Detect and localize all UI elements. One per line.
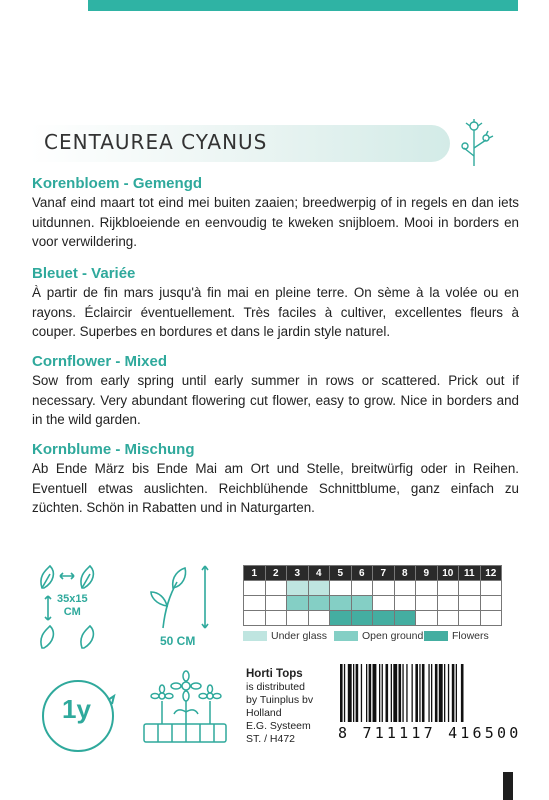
legend-swatch [334,631,358,641]
spacing-value: 35x15 [57,593,88,605]
legend-label: Under glass [271,630,328,642]
company-line: ST. / H472 [246,733,296,745]
calendar-cell [416,581,438,596]
calendar-cell [373,596,395,611]
barcode-bar [415,664,418,722]
calendar-cell [351,581,373,596]
calendar-row-open-ground [244,596,502,611]
legend-swatch [424,631,448,641]
lifecycle-label: 1y [62,694,91,724]
calendar-cell [480,581,502,596]
barcode-number: 8 711117 416500 [338,724,522,742]
barcode-bar [402,664,403,722]
calendar-cell [265,596,287,611]
top-accent-bar [88,0,518,11]
calendar-cell [244,611,266,626]
month-12: 12 [480,566,502,581]
calendar-cell [394,596,416,611]
barcode-bar [452,664,455,722]
text-english: Sow from early spring until early summer in rows or scattered. Prick out if necessary. Very abundant flowering cut flower, easy to grow. Nice in borders and in the wild garden. [32,373,519,427]
barcode-bar [356,664,359,722]
heading-german: Kornblume - Mischung [32,441,195,458]
calendar-cell [480,596,502,611]
month-6: 6 [351,566,373,581]
barcode-bar [379,664,380,722]
barcode-bar [382,664,383,722]
month-10: 10 [437,566,459,581]
calendar-cell [244,596,266,611]
barcode-bar [386,664,389,722]
text-dutch: Vanaf eind maart tot eind mei buiten zaaien; breedwerpig of in regels en dan iets uitdunnen. Rijkbloeiende en eenvoudig te kweken snijbloem. Mooi in borders en voor verwildering. [32,195,519,249]
calendar-cell [351,611,373,626]
company-line: by Tuinplus bv [246,694,314,706]
month-7: 7 [373,566,395,581]
barcode-bar [444,664,445,722]
legend-swatch [243,631,267,641]
calendar-cell [437,581,459,596]
company-line: Holland [246,707,282,719]
barcode-bar [393,664,397,722]
calendar-cell [265,581,287,596]
barcode-bar [412,664,413,722]
calendar-cell [308,611,330,626]
barcode-bar [340,664,343,722]
distributor-info [246,668,313,746]
barcode-bar [369,664,372,722]
barcode-bar [461,664,464,722]
calendar-cell [287,581,309,596]
company-line: E.G. Systeem [246,720,311,732]
height-value: 50 CM [160,634,196,648]
calendar-cell [437,611,459,626]
company-line: is distributed [246,681,305,693]
heading-dutch: Korenbloem - Gemengd [32,175,203,192]
month-1: 1 [244,566,266,581]
calendar-cell [330,581,352,596]
month-9: 9 [416,566,438,581]
sowing-calendar [243,565,502,626]
barcode-bar [428,664,429,722]
calendar-cell [459,581,481,596]
barcode-bar [361,664,362,722]
barcode-bar [348,664,352,722]
page-title: CENTAUREA CYANUS [44,130,268,154]
barcode-bar [373,664,377,722]
month-8: 8 [394,566,416,581]
legend-label: Flowers [452,630,489,642]
barcode-bar [435,664,438,722]
calendar-cell [416,596,438,611]
legend-flowers [424,630,489,642]
barcode-bar [344,664,345,722]
company-name: Horti Tops [246,668,303,680]
spacing-unit: CM [63,606,81,618]
calendar-cell [394,581,416,596]
calendar-cell [244,581,266,596]
calendar-cell [330,611,352,626]
text-french: À partir de fin mars jusqu'à fin mai en pleine terre. On sème à la volée ou en rayons. Éclaircir éventuellement. Très faciles à cultiver, excellentes fleurs à couper. Superbes en bordures et dans le jardin style naturel. [32,285,519,339]
calendar-cell [265,611,287,626]
barcode [338,664,514,724]
calendar-cell [437,596,459,611]
barcode-bar [422,664,425,722]
calendar-cell [480,611,502,626]
legend-open-ground [334,630,423,642]
calendar-cell [373,581,395,596]
barcode-bar [391,664,392,722]
barcode-bar [448,664,449,722]
legend-under-glass [243,630,327,642]
month-5: 5 [330,566,352,581]
barcode-bar [439,664,443,722]
calendar-cell [416,611,438,626]
calendar-cell [308,581,330,596]
seed-tray-icon [140,668,230,753]
calendar-cell [287,596,309,611]
heading-french: Bleuet - Variée [32,265,136,282]
calendar-cell [459,611,481,626]
legend-label: Open ground [362,630,424,642]
calendar-cell [394,611,416,626]
calendar-cell [459,596,481,611]
calendar-cell [308,596,330,611]
barcode-bar [456,664,457,722]
calendar-cell [330,596,352,611]
bottom-bar [503,772,513,800]
flower-sprig-icon [460,118,496,168]
month-3: 3 [287,566,309,581]
calendar-cell [373,611,395,626]
heading-english: Cornflower - Mixed [32,353,168,370]
calendar-cell [287,611,309,626]
barcode-bar [366,664,367,722]
plant-height-icon [143,562,223,632]
calendar-row-flowers [244,611,502,626]
text-german: Ab Ende März bis Ende Mai am Ort und Stelle, breitwürfig oder in Reihen. Eventuell etwas auslichten. Reichblühende Schnittblume, ganz einfach zu züchten. Schön in Rabatten und in Naturgarten. [32,461,519,515]
barcode-bar [353,664,354,722]
calendar-cell [351,596,373,611]
barcode-bar [419,664,420,722]
title-band [30,125,450,162]
barcode-bar [406,664,407,722]
month-2: 2 [265,566,287,581]
month-11: 11 [459,566,481,581]
barcode-bar [399,664,402,722]
barcode-bar [431,664,432,722]
calendar-row-under-glass [244,581,502,596]
month-4: 4 [308,566,330,581]
